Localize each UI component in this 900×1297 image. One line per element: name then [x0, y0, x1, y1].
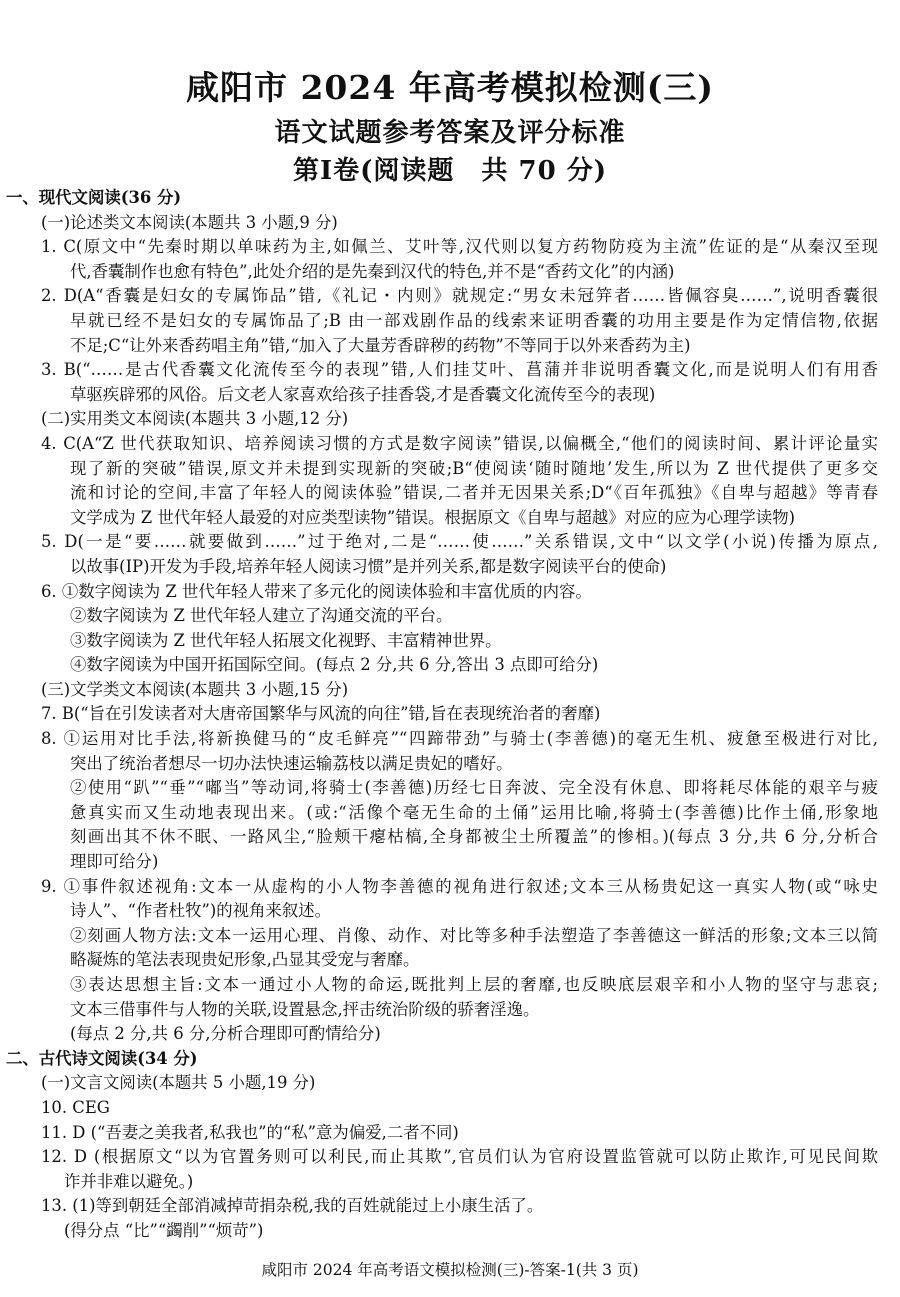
- answer-continuation-line: (每点 2 分,共 6 分,分析合理即可酌情给分): [70, 1024, 381, 1044]
- page-footer: 咸阳市 2024 年高考语文模拟检测(三)-答案-1(共 3 页): [261, 1261, 639, 1279]
- answer-item-line: 6. ①数字阅读为 Z 世代年轻人带来了多元化的阅读体验和丰富优质的内容。: [41, 581, 592, 601]
- answer-item-line: 1. C(原文中“先秦时期以单味药为主,如佩兰、艾叶等,汉代则以复方药物防疫为主流”佐证的是“从秦汉至现: [41, 237, 878, 257]
- answer-continuation-line: ②刻画人物方法:文本一运用心理、肖像、动作、对比等多种手法塑造了李善德这一鲜活的形象;文本三以简: [70, 925, 878, 945]
- answer-item-line: 2. D(A“香囊是妇女的专属饰品”错,《礼记・内则》就规定:“男女未冠笄者……皆佩容臭……”,说明香囊很: [41, 286, 878, 306]
- answer-item-line: 5. D(一是“要……就要做到……”过于绝对,二是“……使……”关系错误,文中“以文学(小说)传播为原点,: [41, 532, 878, 552]
- section-heading: 二、古代诗文阅读(34 分): [6, 1048, 198, 1068]
- answer-item-line: 8. ①运用对比手法,将新换健马的“皮毛鲜亮”“四蹄带劲”与骑士(李善德)的毫无生机、疲惫至极进行对比,: [41, 729, 878, 749]
- answer-continuation-line: 诗人”、“作者杜牧”)的视角来叙述。: [70, 901, 332, 921]
- answer-continuation-line: 文学成为 Z 世代年轻人最爱的对应类型读物”错误。根据原文《自卑与超越》对应的应为心理学读物): [70, 507, 795, 527]
- answer-continuation-line: ②使用“趴”“垂”“嘟当”等动词,将骑士(李善德)历经七日奔波、完全没有休息、即将耗尽体能的艰辛与疲: [70, 778, 878, 798]
- answer-continuation-line: 流和讨论的空间,丰富了年轻人的阅读体验”错误,二者并无因果关系;D“《百年孤独》《自卑与超越》等青春: [70, 483, 878, 503]
- answer-item-line: 3. B(“……是古代香囊文化流传至今的表现”错,人们挂艾叶、菖蒲并非说明香囊文化,而是说明人们有用香: [41, 360, 878, 380]
- answer-continuation-line: 文本三借事件与人物的关联,设置悬念,抨击统治阶级的骄奢淫逸。: [70, 999, 540, 1019]
- answer-continuation-line: 刻画出其不休不眠、一路风尘,“脸颊干瘪枯槁,全身都被尘土所覆盖”的惨相。)(每点 3 分,共 6 分,分析合: [70, 827, 878, 847]
- answer-continuation-line: ②数字阅读为 Z 世代年轻人建立了沟通交流的平台。: [70, 606, 453, 626]
- page-title: 咸阳市 2024 年高考模拟检测(三): [185, 68, 715, 107]
- subsection-heading: (一)文言文阅读(本题共 5 小题,19 分): [41, 1073, 316, 1093]
- answer-item-line: 10. CEG: [41, 1097, 110, 1117]
- page-subtitle: 语文试题参考答案及评分标准: [274, 118, 626, 148]
- answer-continuation-line: 诈并非难以避免。): [64, 1171, 194, 1191]
- answer-continuation-line: 略凝炼的笔法表现贵妃形象,凸显其受宠与奢靡。: [70, 950, 420, 970]
- answer-item-line: 13. (1)等到朝廷全部消减掉苛捐杂税,我的百姓就能过上小康生活了。: [41, 1196, 544, 1216]
- answer-item-line: 11. D (“吾妻之美我者,私我也”的“私”意为偏爱,二者不同): [41, 1122, 459, 1142]
- subsection-heading: (三)文学类文本阅读(本题共 3 小题,15 分): [41, 679, 349, 699]
- answer-continuation-line: (得分点 “比”“蠲削”“烦苛”): [64, 1220, 264, 1240]
- answer-continuation-line: ④数字阅读为中国开拓国际空间。(每点 2 分,共 6 分,答出 3 点即可给分): [70, 655, 599, 675]
- answer-continuation-line: 代,香囊制作也愈有特色”,此处介绍的是先秦到汉代的特色,并不是“香药文化”的内涵): [70, 261, 675, 281]
- answer-continuation-line: 不足;C“让外来香药唱主角”错,“加入了大量芳香辟秽的药物”不等同于以外来香药为主): [70, 335, 691, 355]
- answer-continuation-line: 突出了统治者想尽一切办法快速运输荔枝以满足贵妃的嗜好。: [70, 753, 513, 773]
- answer-continuation-line: ③表达思想主旨:文本一通过小人物的命运,既批判上层的奢靡,也反映底层艰辛和小人物的坚守与悲哀;: [70, 975, 878, 994]
- answer-item-line: 4. C(A“Z 世代获取知识、培养阅读习惯的方式是数字阅读”错误,以偏概全,“他们的阅读时间、累计评论量实: [41, 433, 878, 453]
- answer-continuation-line: 以故事(IP)开发为手段,培养年轻人阅读习惯”是并列关系,都是数字阅读平台的使命): [70, 556, 667, 576]
- answer-item-line: 7. B(“旨在引发读者对大唐帝国繁华与风流的向往”错,旨在表现统治者的奢靡): [41, 704, 601, 724]
- subsection-heading: (二)实用类文本阅读(本题共 3 小题,12 分): [41, 409, 349, 429]
- part-heading: 第Ⅰ卷(阅读题 共 70 分): [292, 156, 608, 186]
- section-heading: 一、现代文阅读(36 分): [6, 188, 182, 207]
- answer-item-line: 12. D (根据原文“以为官置务则可以利民,而止其欺”,官员们认为官府设置监管就可以防止欺诈,可见民间欺: [41, 1147, 878, 1167]
- answer-continuation-line: 早就已经不是妇女的专属饰品了;B 由一部戏剧作品的线索来证明香囊的功用主要是作为定情信物,依据: [70, 310, 878, 330]
- answer-continuation-line: 现了新的突破”错误,原文并未提到实现新的突破;B“使阅读‘随时随地’发生,所以为 Z 世代提供了更多交: [70, 458, 878, 478]
- answer-item-line: 9. ①事件叙述视角:文本一从虚构的小人物李善德的视角进行叙述;文本三从杨贵妃这一真实人物(或“咏史: [41, 876, 878, 896]
- answer-continuation-line: 惫真实而又生动地表现出来。(或:“活像个毫无生命的土俑”运用比喻,将骑士(李善德)比作土俑,形象地: [70, 802, 878, 822]
- answer-content: [0, 186, 900, 1244]
- answer-continuation-line: ③数字阅读为 Z 世代年轻人拓展文化视野、丰富精神世界。: [70, 630, 502, 650]
- answer-continuation-line: 理即可给分): [70, 852, 159, 872]
- answer-continuation-line: 草驱疾辟邪的风俗。后文老人家喜欢给孩子挂香袋,才是香囊文化流传至今的表现): [70, 384, 656, 404]
- subsection-heading: (一)论述类文本阅读(本题共 3 小题,9 分): [41, 212, 338, 232]
